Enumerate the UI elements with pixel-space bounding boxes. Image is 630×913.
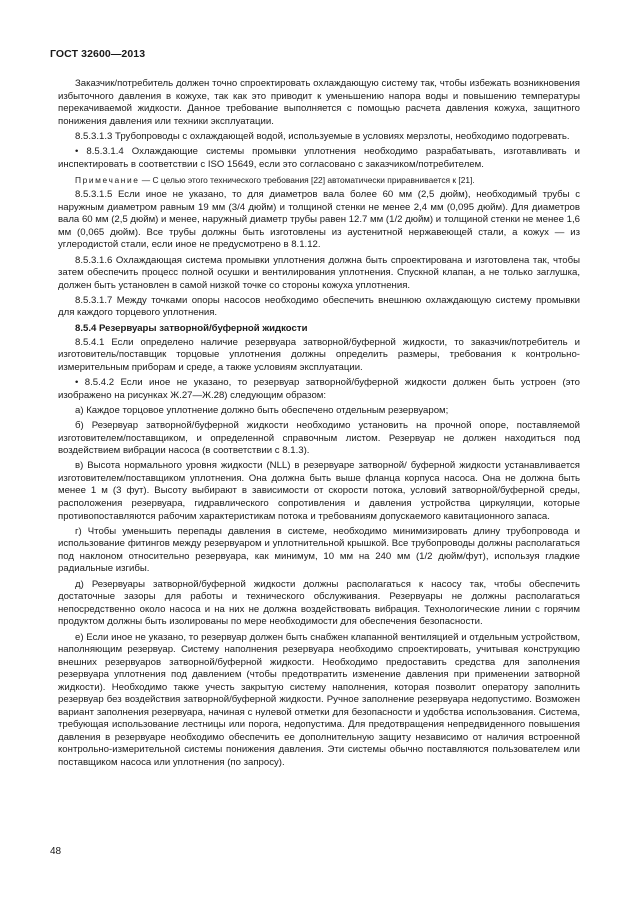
paragraph: 8.5.3.1.6 Охлаждающая система промывки уплотнения должна быть спроектирована и изготовлена так, чтобы затем обеспечить процесс полной осушки и вентилирования уплотнения. Спускной клапан, а не только заглушка, должен быть установлен в самой низкой точке со стороны кожуха уплотнения. <box>58 254 580 291</box>
paragraph: 8.5.3.1.3 Трубопроводы с охлаждающей водой, используемые в условиях мерзлоты, необходимо подогревать. <box>75 130 570 142</box>
list-item: б) Резервуар затворной/буферной жидкости необходимо установить на прочной опоре, поставляемой изготовителем/поставщиком, и определенной справочным листом. Резервуар не должен находиться под воздействием вибрации насоса (в соответствии с 8.1.3). <box>58 420 580 457</box>
list-item: е) Если иное не указано, то резервуар должен быть снабжен клапанной вентиляцией и отдельным устройством, наполняющим резервуар. Систему наполнения резервуара необходимо спроектировать, учитывая конструкцию внешних резервуаров затворной/буферной жидкости. Необходимо предоставить средства для заполнения резервуара уплотнения под давлением (чтобы предотвратить изменение давления при применении затворной жидкости). Необходимо также учесть закрытую систему наполнения, которая позволит оператору заполнить резервуар без воздействия затворной/буферной жидкости. Ручное заполнение резервуара недопустимо. Возможен вариант заполнения резервуара, начиная с нулевой отметки для безопасности и удобства использования. Система, требующая использование лестницы или порога, недопустима. Для предотвращения непредвиденного повышения давления в резервуаре необходимо обеспечить ее дополнительную защиту независимо от наличия встроенной контрольно-измерительной системы понижения давления. Эти системы обычно поставляются пользователем или поставщиком насоса или уплотнения (по запросу). <box>58 631 580 769</box>
note-text: — С целью этого технического требования [22] автоматически приравнивается к [21]. <box>139 174 475 185</box>
page-number: 48 <box>50 846 62 857</box>
paragraph: • 8.5.4.2 Если иное не указано, то резервуар затворной/буферной жидкости должен быть устроен (это изображено на рисунках Ж.27—Ж.28) следующим образом: <box>58 377 580 401</box>
document-body <box>58 78 580 772</box>
section-heading: 8.5.4 Резервуары затворной/буферной жидкости <box>75 322 308 334</box>
list-item: а) Каждое торцовое уплотнение должно быть обеспечено отдельным резервуаром; <box>75 404 449 416</box>
paragraph: 8.5.4.1 Если определено наличие резервуара затворной/буферной жидкости, то заказчик/потребитель и изготовитель/поставщик торцовые уплотнения должны определить размеры, требования к контрольно-измерительным приборам и среде, а также условиям эксплуатации. <box>58 336 580 373</box>
list-item: г) Чтобы уменьшить перепады давления в системе, необходимо минимизировать длину трубопровода и использование фитингов между резервуаром и уплотнительной крышкой. Все трубопроводы должны располагаться под наклоном относительно резервуара, как минимум, 10 мм на 240 мм (1/2 дюйм/фут), используя гладкие радиальные изгибы. <box>58 525 580 575</box>
note-paragraph <box>58 174 580 187</box>
document-header: ГОСТ 32600—2013 <box>50 48 146 60</box>
note-label: Примечание <box>75 174 140 185</box>
list-item: д) Резервуары затворной/буферной жидкости должны располагаться к насосу так, чтобы обеспечить достаточные зазоры для работы и технического обслуживания. Резервуары не должны располагаться непосредственно около насоса и на них не должна воздействовать вибрация. Технологические линии с горячим продуктом должны быть изолированы по мере необходимости для обеспечения безопасности. <box>58 578 580 628</box>
paragraph: 8.5.3.1.5 Если иное не указано, то для диаметров вала более 60 мм (2,5 дюйм), необходимый трубы с наружным диаметром равным 19 мм (3/4 дюйм) и толщиной стенки не менее 2,4 мм (0,095 дюйм). Для диаметров вала 60 мм (2,5 дюйм) и менее, наружный диаметр трубы равен 12.7 мм (1/2 дюйм) и толщиной стенки не менее 1,6 мм (0,065 дюйм). Все трубы должны быть изготовлены из аустенитной нержавеющей стали, а кожух — из углеродистой стали, если иное не предусмотрено в 8.1.12. <box>58 189 580 251</box>
list-item: в) Высота нормального уровня жидкости (NLL) в резервуаре затворной/ буферной жидкости устанавливается изготовителем/поставщиком уплотнения. Она должна быть выше фланца корпуса насоса. Она не должна быть менее 1 м (3 фут). Высоту выбирают в зависимости от скорости потока, условий затворной/буферной среды, расположения резервуара, гидравлического сопротивления и давления устройства циркуляции, которые противопоставляются рабочим характеристикам потока и требованиям допускаемого кавитационного запаса. <box>58 460 580 522</box>
paragraph: Заказчик/потребитель должен точно спроектировать охлаждающую систему так, чтобы избежать возникновения избыточного давления в кожухе, так как это приводит к уменьшению напора воды и повышению температуры перекачиваемой жидкости. Данное требование выполняется с помощью расчета давления кожуха, защитного понижения давления или техники эксплуатации. <box>58 78 580 127</box>
paragraph: 8.5.3.1.7 Между точками опоры насосов необходимо обеспечить внешнюю охлаждающую систему промывки для каждого торцевого уплотнения. <box>58 294 580 319</box>
paragraph: • 8.5.3.1.4 Охлаждающие системы промывки уплотнения необходимо разрабатывать, изготавливать и инспектировать в соответствии с ISO 15649, если это согласовано с заказчиком/потребителем. <box>58 146 580 170</box>
